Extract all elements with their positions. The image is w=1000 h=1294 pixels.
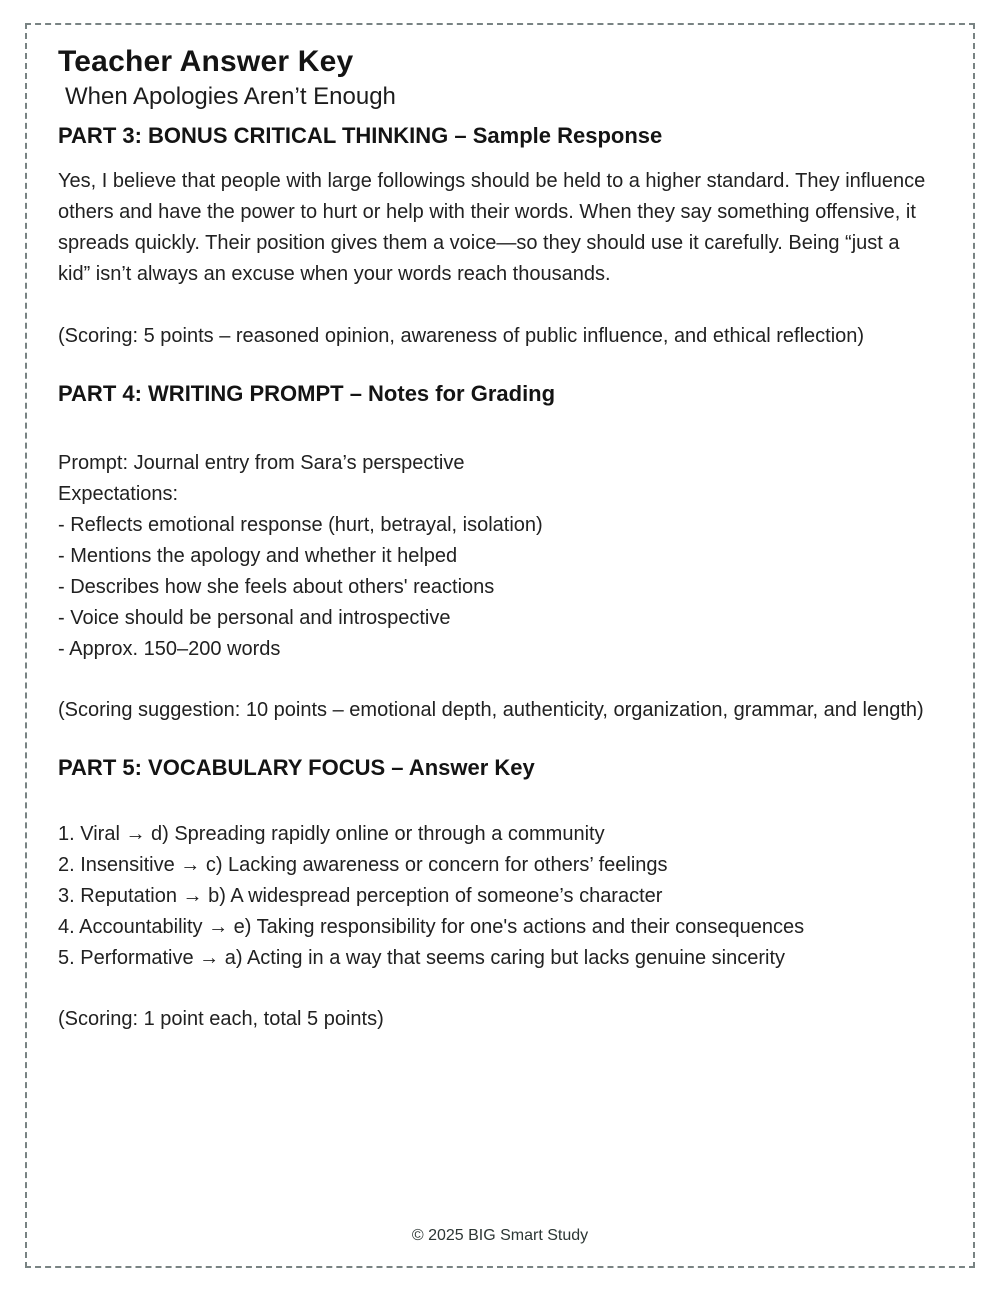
page-title: Teacher Answer Key — [58, 45, 354, 78]
expectation-item: - Approx. 150–200 words — [58, 638, 281, 660]
part5-answer-list — [58, 819, 933, 974]
vocab-answer-item: 5. Performative → a) Acting in a way that seems caring but lacks genuine sincerity — [58, 947, 786, 969]
part5-heading: PART 5: VOCABULARY FOCUS – Answer Key — [58, 755, 535, 780]
vocab-answer-item: 4. Accountability → e) Taking responsibility for one's actions and their consequences — [58, 916, 805, 938]
part5-scoring-note: (Scoring: 1 point each, total 5 points) — [58, 1008, 384, 1030]
worksheet-subtitle: When Apologies Aren’t Enough — [65, 83, 396, 110]
expectation-item: - Reflects emotional response (hurt, betrayal, isolation) — [58, 514, 543, 536]
footer-copyright: © 2025 BIG Smart Study — [411, 1227, 589, 1244]
expectation-item: - Voice should be personal and introspective — [58, 607, 451, 629]
part4-prompt-line: Prompt: Journal entry from Sara’s perspective — [58, 452, 465, 474]
sheet-content — [27, 44, 973, 1035]
vocab-answer-item: 2. Insensitive → c) Lacking awareness or concern for others’ feelings — [58, 854, 668, 876]
part3-scoring-note: (Scoring: 5 points – reasoned opinion, awareness of public influence, and ethical reflection) — [58, 325, 865, 347]
expectation-item: - Describes how she feels about others' reactions — [58, 576, 495, 598]
part3-sample-response: Yes, I believe that people with large followings should be held to a higher standard. They influence others and have the power to hurt or help with their words. When they say something offensive, it spreads quickly. Their position gives them a voice—so they should use it carefully. Being “just a kid” isn’t always an excuse when your words reach thousands. — [58, 170, 926, 285]
dashed-border-sheet — [25, 23, 975, 1268]
part3-heading: PART 3: BONUS CRITICAL THINKING – Sample Response — [58, 123, 663, 148]
part4-notes-block — [58, 448, 933, 665]
vocab-answer-item: 1. Viral → d) Spreading rapidly online or through a community — [58, 823, 605, 845]
part4-heading: PART 4: WRITING PROMPT – Notes for Grading — [58, 381, 556, 406]
part4-expectations-label: Expectations: — [58, 483, 179, 505]
expectation-item: - Mentions the apology and whether it helped — [58, 545, 458, 567]
part4-scoring-note: (Scoring suggestion: 10 points – emotional depth, authenticity, organization, grammar, and length) — [58, 699, 924, 721]
vocab-answer-item: 3. Reputation → b) A widespread perception of someone’s character — [58, 885, 663, 907]
